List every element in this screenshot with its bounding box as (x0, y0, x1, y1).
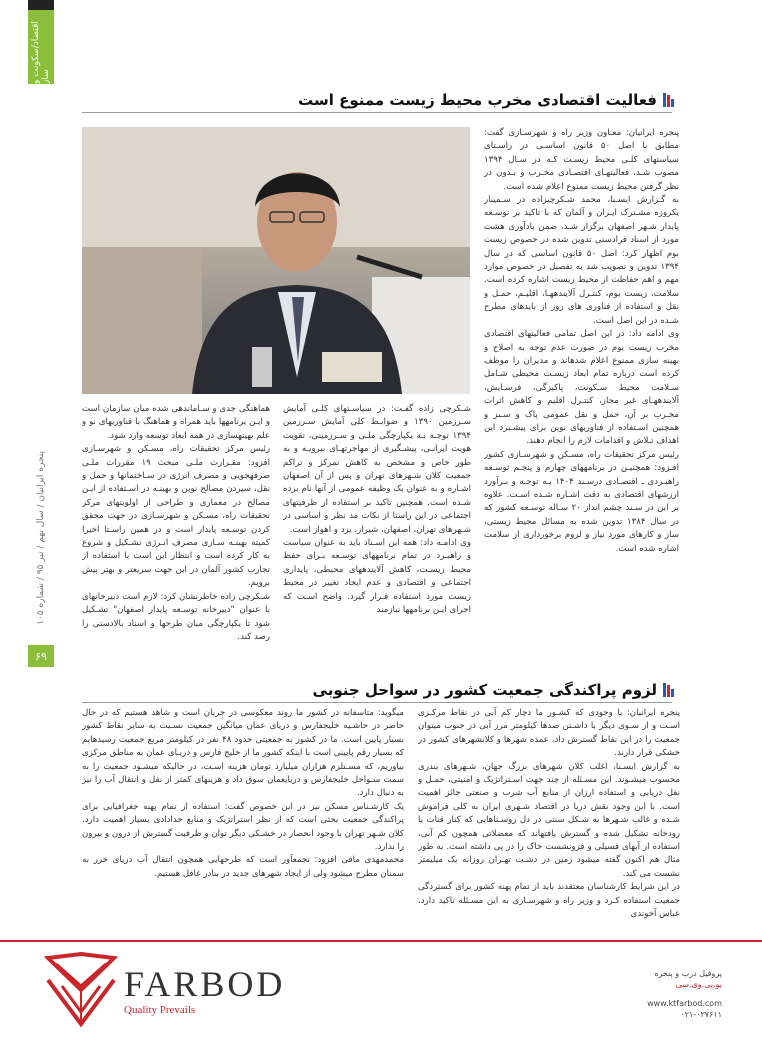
ad-phone: ۰۲۱-۰۲۷۶۱۱ (680, 1010, 722, 1019)
paragraph: به گزارش ایسـنا، اغلب کلان شهرهای بزرگ جهان، شـهرهای بندری محسوب میشـوند. این مسـئله از چند جهت اسـتراتژیک و امنیتی، حمـل و نقل دریایی و استفاده ارزان از منابع آب شرب و صنعتی حائز اهمیت است. با این وجود نقش دریا در اقتصاد شـهری ایران به کلی فراموش شـده و غالب شـهرها به شـکل سنتی در دل روسـتاهایی که کنار قنات یا رودخانه تشکیل شده و گسترش یافتهاند که معضلاتی همچون کم آبی، استفاده از آبهای فسیلی و فرونشست خاک را در پی داشته است. به طور مثال هم اکنون گفته میشود زمین در دشـت تهـران روزانه یک میلیمتر نشست می کند. (418, 761, 680, 879)
article1-column-left (82, 403, 270, 665)
section-tab (28, 10, 54, 84)
chart-bars-icon (663, 93, 674, 107)
paragraph: رئیس مرکز تحقیقات راه، مسـکن و شهرسـازی کشور افـزود: همچنیـن در برنامههای چهارم و پنجـم توسـعه راهبـردی ـ اقتصـادی درسـند ۱۴۰۴ بـه توجـه و بـرآورد ارزشهای اقتصادی به دقت اشـاره شـده اسـت. علاوه بر این در سـند چشم انداز ۲۰ سـاله توسـعه کشور که در سال ۱۳۸۴ تدوین شده به مسائل محیط زیستی، ساز و کارهای مورد نیاز و لزوم برخورداری از سلامت اشاره شده است. (484, 449, 679, 554)
article2-title-row (313, 680, 674, 700)
paragraph: به گـزارش ایسـنا، محمد شـکرچیزاده در سـمینار یکروزه مشـترک ایـران و آلمان که با تاکید بر توسـعه پایدار شـهر اصفهان برگزار شـد، ضمن یادآوری هشت مورد از اسناد فرادستی تدوین شده در خصوص زیست بوم اظهار کرد: اصل ۵۰ قانون اساسی که در سال ۱۳۹۴ تدوین و تصویب شد به تفصیل در خصوص موارد مهم و اهم حفاظت از محیط زیست اشاره کرده است. سلامت، زیست بوم، کنتـرل آلایندههـا، اقلیـم، حمـل و نقل و استفاده از فناوری های روز از بایدهای مطرح شـده در این اصل است. (484, 195, 679, 326)
page-number: ۶۹ (28, 645, 54, 667)
paragraph: وی ادامـه داد: همه این اسـناد باید به عنوان سیاست و راهبـرد در تمام برنامههای توسـعه بـرای حفظ محیط زیسـت، کاهش آلایندههای محیطی، پایداری اجتماعی و اقتصادی و عدم ایجاد تغییر در محیط زیست مورد استفاده قـرار گیرد. واضح اسـت که اجرای ایـن برنامهها نیازمند (283, 538, 471, 616)
article2-column-left (82, 707, 404, 935)
paragraph: شـکرچی زاده خاطرنشان کرد: لازم است دبیرخانهای با عنوان "دبیرخانه توسـعه پایدار اصفهان" تشـکیل شود تا یکپارچگی میان طرحها و اسناد بالادستی را رصد کند. (82, 591, 270, 642)
issue-info (28, 430, 54, 645)
paragraph: میگوید: متاسفانه در کشور ما روند معکوسی در جریان است و شاهد هستیم که در حال حاضر در حاشـیه خلیجفارس و دریای عمان میانگین جمعیت نسـبت به سایر نقاط کشور بسیار پایین است. ما در کشور به جمعیتی حدود ۴۸ نفر در کیلومتر مربع جمعیت رسیدهایم که بسیار رقم پایینی است با اینکه کشور ما از خلیج فارس و دریـای عمان به مناطق مرکزی بیاوریم، که مسـتلزم هزاران میلیارد تومان هزینه اسـت، در حالیکه میشـود جمعیت را به سمت سـواحل خلیجفارس و دریایعمان سوق داد و هزینهای کمتر از نقل و انتقال آب را نیز به دنبال دارد. (82, 708, 404, 799)
ad-website[interactable]: www.ktfarbod.com (647, 999, 722, 1008)
article2-title: لزوم پراکندگی جمعیت کشور در سواحل جنوبی (312, 681, 657, 699)
farbod-slogan: Quality Prevails (124, 1004, 196, 1016)
article1-title-row (298, 90, 674, 110)
paragraph: پنجره ایرانیان: با وجودی که کشـور ما دچار کم آبی در نقاط مرکـزی اسـت و از سـوی دیگر با داشـتن صدها کیلومتر مرز آبی در جنوب میتوان جمعیت را در این نقاط گسترش داد، عمده شهرها و کلانشهرهای کشور در خشکی قرار دارند. (418, 708, 680, 759)
paragraph: رئیس مرکز تحقیقات راه، مسـکن و شهرسـازی افزود: مقـرارت ملـی مبحث ۱۹ مقررات ملـی صرفهجویی و مصرف انرژی در سـاختمانها و حمل و نقل، سپردن مصالح نوین و بهینـه در اسـتفاده از ایـن مصالح در معماری و طراحی از اولویتهای مرکز تحقیقات راه، مسـکن و شهرسـازی در جهت محقق کردن توسـعه پایدار است و در همین راسـتا اخیرا کمیته بهینـه سـازی مصرف انـرژی تشـکیل و شروع به کار کرده است و انتظار این است با استفاده از تجارب کشور آلمان در این جهت سریعتر و بهتر پیش برویم. (82, 444, 270, 589)
paragraph: شـکرچی زاده گفـت: در سیاسـتهای کلـی آمایش سـرزمین ۱۳۹۰ و ضوابـط کلی آمایش سـرزمین ۱۳۹۴ توجـه بـه یکپارچگی ملـی و سـرزمینی، تقویت هویت ایرانـی، پیشـگیری از مهاجرتهـای بیرویـه و به طور خاص و مشخص به کاهش تمرکز و تراکم جمعیت کلان شـهرهای تهران و پس از آن اصفهان اشـاره و به عنوان یک وظیفه عمومی از آنها نام برده شـده است. همچنین تاکید بر استفاده از ظرفیتهای اجتماعی در این راستا از نکات مد نظر و اساسی در شـهرهای تهران، اصفهان، شیراز، یزد و اهواز است. (283, 404, 471, 535)
paragraph: وی ادامه داد: در این اصل تمامی فعالیتهای اقتصادی مخرب زیست بوم در صورت عدم توجه به اصلاح و بهینه سازی ممنوع اعلام شدهاند و مدیران را موظف کرده است درباره تمام ابعاد زیسـت محیطی شـامل سـلامت محیط سـکونت، پاکیزگی، فرسـایش، آلایندههـای غیر مجاز، کنتـرل اقلیم و کاهش اثرات مخـرب بر آن، حمل و نقل عمومی پاک و سـبز و همچنین اسـتفاده از فناوریهای نوین برای پیشـبرد این اهداف تـلاش و اقدامات لازم را انجام دهند. (484, 329, 679, 447)
article1-column-right (484, 127, 679, 672)
article-photo (82, 127, 470, 394)
paragraph: پنجره ایرانیان: معـاون وزیر راه و شهرسـازی گفت: مطابق با اصل ۵۰ قانون اساسـی در راسـتای سیاستهای کلـی محیط زیسـت کـه در سـال ۱۳۹۴ مصوب شـد، فعالیتهـای اقتصـادی مخـرب و بـدون در نظر گرفتن محیط زیست ممنوع اعلام شده است. (484, 128, 679, 192)
issue-info-text: پنجره ایرانیان / سال نهم / تیر ۹۵ / شماره ۱۰۵ (36, 450, 46, 625)
article2-title-rule (82, 702, 672, 703)
ad-product-line: پروفیل درب و پنجره (654, 969, 722, 978)
paragraph: محمدمهدی مافی افزود: تجمعآور است که طرحهایی همچون انتقال آب دریای خزر به سمنان مطرح میشود ولی از ایجاد شهرهای جدید در بنادر غافل هستیم. (82, 855, 404, 879)
paragraph: یک کارشـناس مسکن نیز در این خصوص گفت: استفاده از تمام پهنه جغرافیایی برای پراکندگی جمعیت بحثی است که از نظر استراتژیک و منابع خدادادی بسیار اهمیت دارد. کلان شـهر تهران با وجود انحصار در خشـکی دیگر توان و ظرفیت گسترش از درون و بیرون را ندارد. (82, 801, 404, 853)
article1-title: فعالیت اقتصادی مخرب محیط زیست ممنوع است (298, 91, 657, 109)
farbod-brand-name: FARBOD (124, 964, 286, 1004)
ad-contact-block (612, 968, 722, 1020)
speaker-photo-image (82, 127, 470, 394)
article2-column-right (418, 707, 680, 935)
article1-column-middle (283, 403, 471, 665)
article1-title-rule (82, 112, 672, 113)
top-bar-marker (28, 0, 54, 10)
chart-bars-icon (663, 683, 674, 697)
section-tab-label: اقتصاد/سکونت و ساز (31, 21, 51, 84)
paragraph: در این شرایط کارشناسان معتقدند باید از تمام پهنه کشور برای گستردگی جمعیت استفاده کـرد و وزیر راه و شهرسـازی به این مسـئله تاکید دارد. عباس آخوندی (418, 882, 680, 920)
farbod-logo-icon (44, 950, 118, 1028)
ad-product-type: یو.پی.وی.سی (675, 980, 722, 989)
paragraph: هماهنگی جدی و سـاماندهی شده میان سازمان است و ایـن برنامهها باید همراه و هماهنگ با فناوریهای نو و علم بهینهسازی در همه ابعاد توسعه وارد شود. (82, 404, 270, 441)
